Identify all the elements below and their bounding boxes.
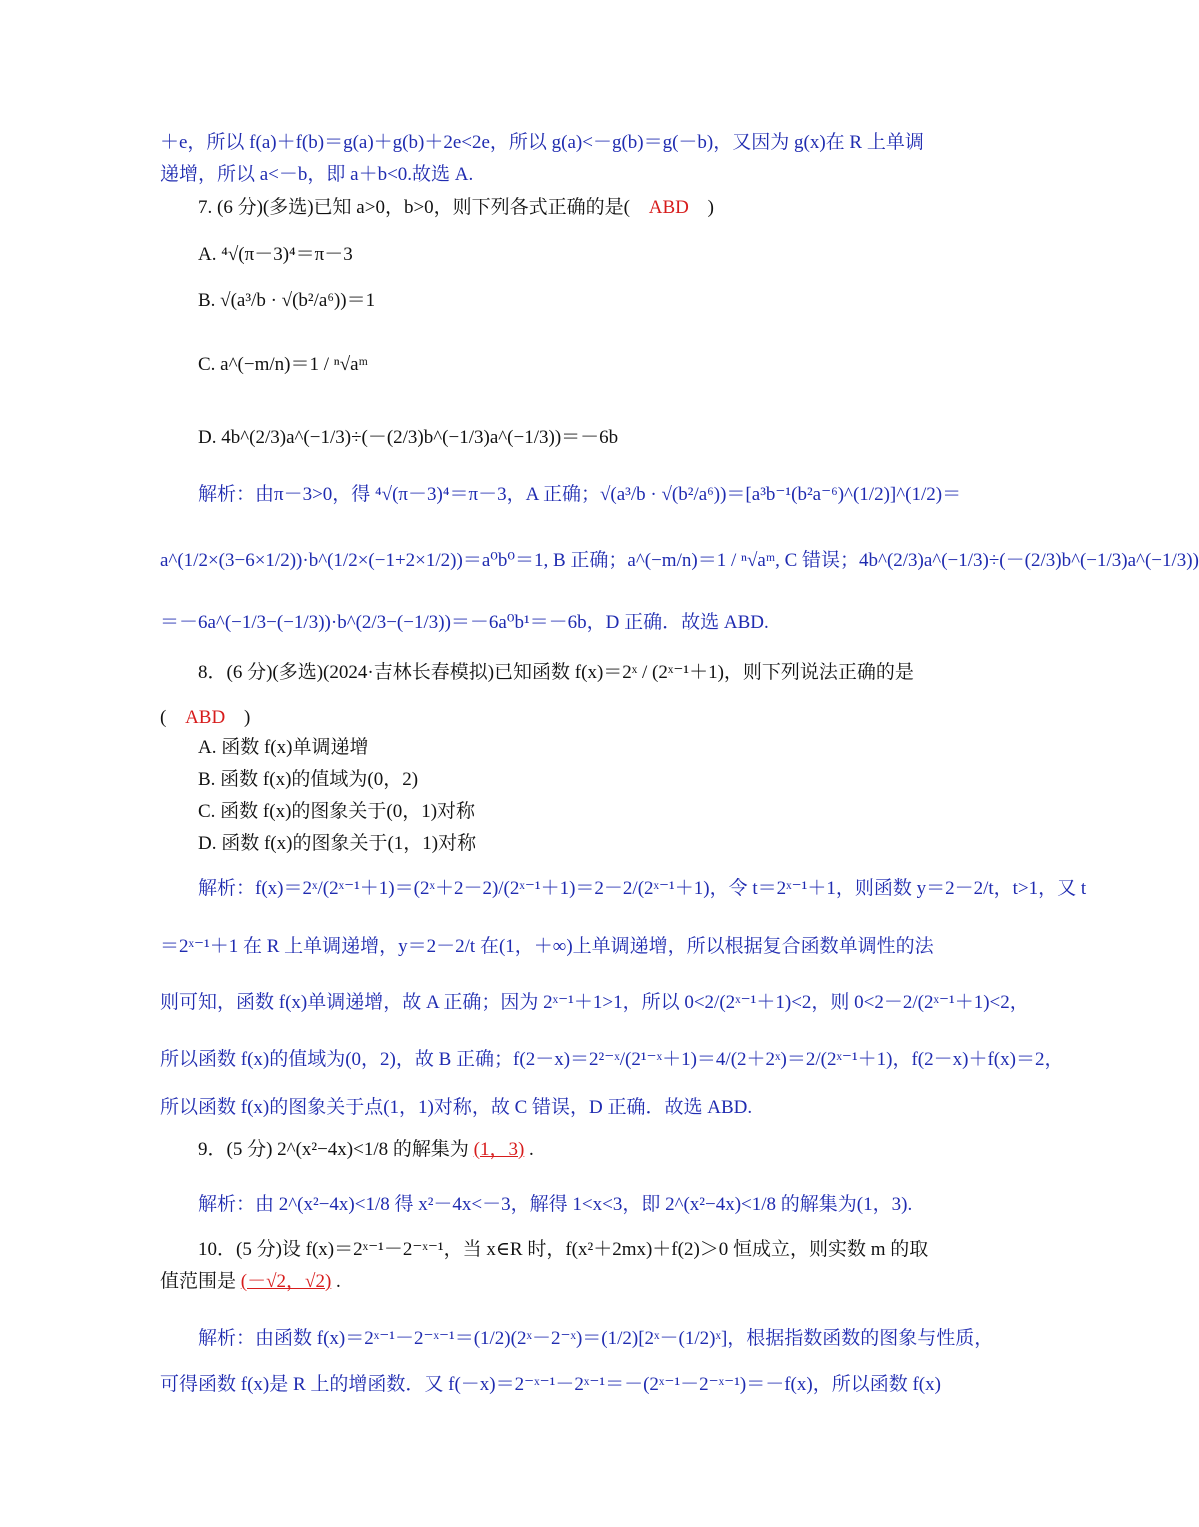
- period: .: [529, 1139, 534, 1160]
- question-10: 10．(5 分)设 f(x)＝2ˣ⁻¹－2⁻ˣ⁻¹，当 x∈R 时，f(x²＋2mx)＋f(2)＞0 恒成立，则实数 m 的取: [198, 1239, 929, 1260]
- question-7: [198, 195, 714, 221]
- paren: (: [160, 707, 167, 728]
- question-text: 7. (6 分)(多选)已知 a>0，b>0，则下列各式正确的是(: [198, 197, 631, 218]
- solution-heading-line: 解析：由函数 f(x)＝2ˣ⁻¹－2⁻ˣ⁻¹＝(1/2)(2ˣ－2⁻ˣ)＝(1/2)[2ˣ－(1/2)ˣ]，根据指数函数的图象与性质，: [198, 1328, 994, 1349]
- solution-heading-line: 解析：由π－3>0，得 ⁴√(π－3)⁴＝π－3，A 正确；√(a³/b · √(b²/a⁶))＝[a³b⁻¹(b²a⁻⁶)^(1/2)]^(1/2)＝: [198, 484, 962, 505]
- solution-line: a^(1/2×(3−6×1/2))·b^(1/2×(−1+2×1/2))＝a⁰b⁰＝1, B 正确；a^(−m/n)＝1 / ⁿ√aᵐ, C 错误；4b^(2/3)a^(−1/3)÷(－(2/3)b^(−1/3)a^(−1/3)): [160, 550, 1199, 571]
- solution-heading-line: 解析：由 2^(x²−4x)<1/8 得 x²－4x<－3，解得 1<x<3，即 2^(x²−4x)<1/8 的解集为(1，3).: [198, 1194, 913, 1215]
- answer: (－√2，√2): [240, 1271, 332, 1292]
- solution-line: 所以函数 f(x)的图象关于点(1，1)对称，故 C 错误，D 正确．故选 ABD.: [160, 1097, 753, 1118]
- question-text: 值范围是: [160, 1271, 237, 1292]
- option-c: C. a^(−m/n)＝1 / ⁿ√aᵐ: [198, 354, 368, 375]
- option-c: C. 函数 f(x)的图象关于(0，1)对称: [198, 801, 476, 822]
- question-9: [198, 1137, 534, 1163]
- solution-line: 可得函数 f(x)是 R 上的增函数．又 f(－x)＝2⁻ˣ⁻¹－2ˣ⁻¹＝－(2ˣ⁻¹－2⁻ˣ⁻¹)＝－f(x)，所以函数 f(x): [160, 1374, 941, 1395]
- option-d: D. 4b^(2/3)a^(−1/3)÷(－(2/3)b^(−1/3)a^(−1/3))＝－6b: [198, 427, 619, 448]
- option-b: B. 函数 f(x)的值域为(0，2): [198, 769, 419, 790]
- solution-heading-line: 解析：f(x)＝2ˣ/(2ˣ⁻¹＋1)＝(2ˣ＋2－2)/(2ˣ⁻¹＋1)＝2－2/(2ˣ⁻¹＋1)，令 t＝2ˣ⁻¹＋1，则函数 y＝2－2/t，t>1，又 t: [198, 878, 1087, 899]
- question-8-answer-line: [160, 705, 250, 731]
- paren: ): [707, 197, 714, 218]
- solution-line: ＝－6a^(−1/3−(−1/3))·b^(2/3−(−1/3))＝－6a⁰b¹＝－6b，D 正确．故选 ABD.: [160, 612, 769, 633]
- option-b: B. √(a³/b · √(b²/a⁶))＝1: [198, 290, 376, 311]
- answer: (1，3): [473, 1139, 525, 1160]
- option-d: D. 函数 f(x)的图象关于(1，1)对称: [198, 833, 477, 854]
- question-8: 8．(6 分)(多选)(2024·吉林长春模拟)已知函数 f(x)＝2ˣ / (2ˣ⁻¹＋1)，则下列说法正确的是: [198, 662, 914, 683]
- question-text: 9．(5 分) 2^(x²−4x)<1/8 的解集为: [198, 1139, 469, 1160]
- paren: ): [243, 707, 251, 728]
- question-10-cont: [160, 1269, 341, 1295]
- option-a: A. ⁴√(π－3)⁴＝π－3: [198, 244, 353, 265]
- solution-line: ＋e，所以 f(a)＋f(b)＝g(a)＋g(b)＋2e<2e，所以 g(a)<－g(b)＝g(－b)，又因为 g(x)在 R 上单调: [160, 132, 924, 153]
- option-a: A. 函数 f(x)单调递增: [198, 737, 369, 758]
- solution-line: 则可知，函数 f(x)单调递增，故 A 正确；因为 2ˣ⁻¹＋1>1，所以 0<2/(2ˣ⁻¹＋1)<2，则 0<2－2/(2ˣ⁻¹＋1)<2，: [160, 992, 1029, 1013]
- answer: ABD: [185, 707, 226, 728]
- solution-line: 递增，所以 a<－b，即 a＋b<0.故选 A.: [160, 164, 474, 185]
- solution-line: ＝2ˣ⁻¹＋1 在 R 上单调递增，y＝2－2/t 在(1，＋∞)上单调递增，所以根据复合函数单调性的法: [160, 936, 934, 957]
- answer: ABD: [648, 197, 689, 218]
- period: .: [336, 1271, 341, 1292]
- solution-line: 所以函数 f(x)的值域为(0，2)，故 B 正确；f(2－x)＝2²⁻ˣ/(2¹⁻ˣ＋1)＝4/(2＋2ˣ)＝2/(2ˣ⁻¹＋1)，f(2－x)＋f(x)＝2，: [160, 1049, 1064, 1070]
